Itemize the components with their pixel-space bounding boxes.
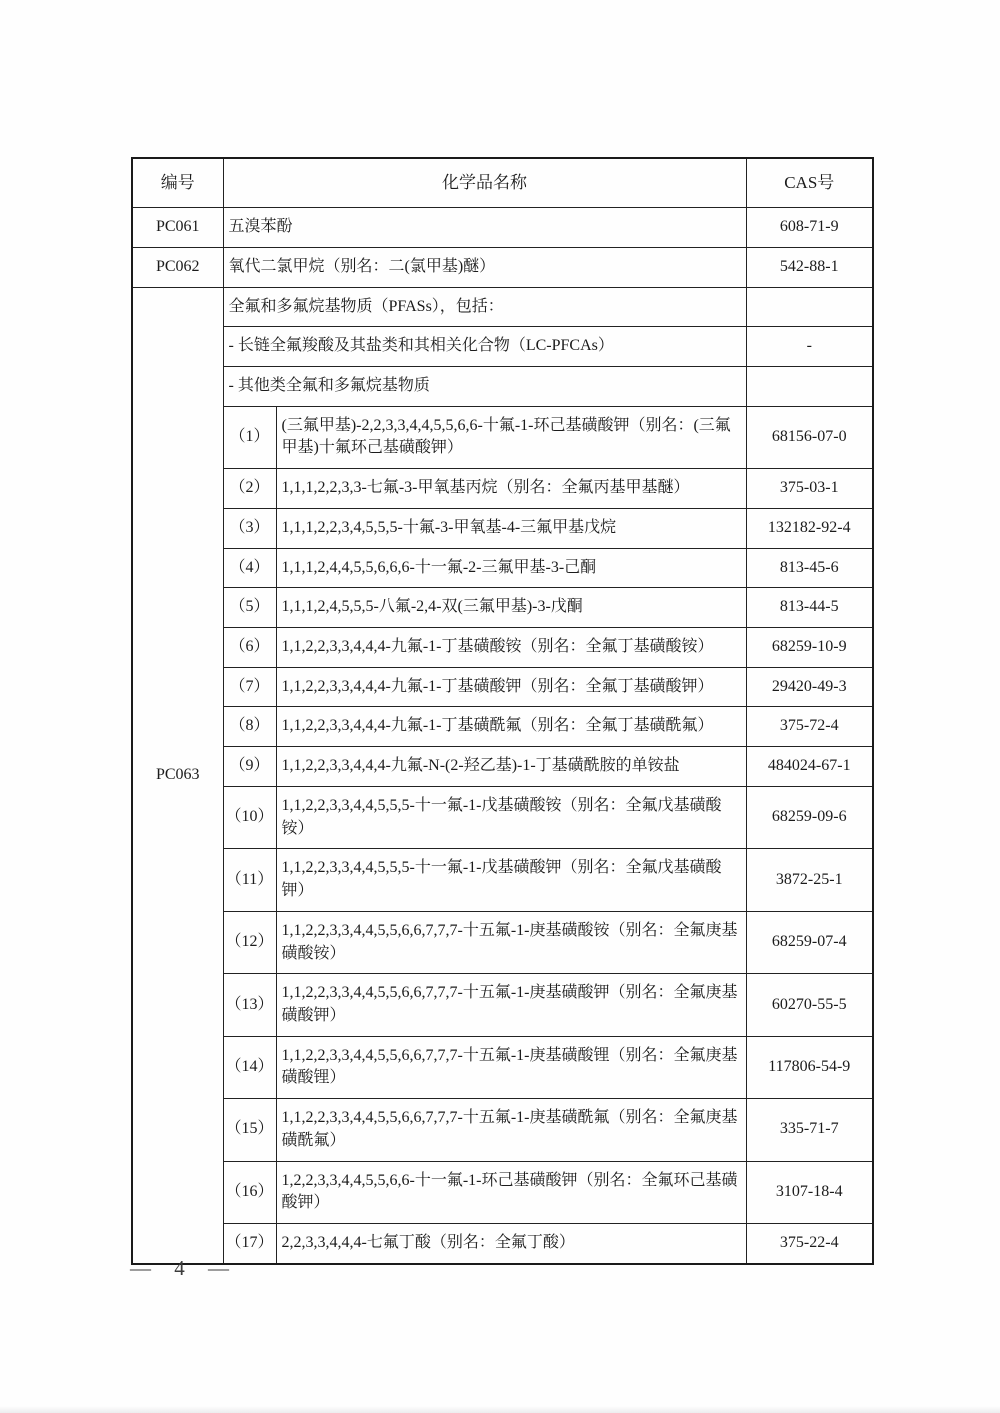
cas-cell: 335-71-7 — [746, 1099, 873, 1161]
cas-cell: 484024-67-1 — [746, 747, 873, 787]
chemical-name-cell: 五溴苯酚 — [223, 208, 746, 248]
table-row — [132, 1099, 873, 1161]
cas-cell: - — [746, 327, 873, 367]
item-number-cell: （3） — [223, 508, 276, 548]
cas-cell: 3872-25-1 — [746, 849, 873, 911]
chemical-name-cell: 氧代二氯甲烷（别名：二(氯甲基)醚） — [223, 247, 746, 287]
cas-cell: 68259-07-4 — [746, 911, 873, 973]
header-cell-number: 编号 — [132, 158, 223, 208]
table-row — [132, 747, 873, 787]
chemical-name-cell: 1,1,2,2,3,3,4,4,5,5,5-十一氟-1-戊基磺酸铵（别名：全氟戊基磺酸铵） — [276, 786, 746, 848]
chemical-name-cell: 1,1,2,2,3,3,4,4,4-九氟-1-丁基磺酰氟（别名：全氟丁基磺酰氟） — [276, 707, 746, 747]
item-number-cell: （7） — [223, 667, 276, 707]
table-row — [132, 786, 873, 848]
chemical-name-cell: (三氟甲基)-2,2,3,3,4,4,5,5,6,6-十氟-1-环己基磺酸钾（别名：(三氟甲基)十氟环己基磺酸钾） — [276, 406, 746, 468]
table-row — [132, 974, 873, 1036]
item-number-cell: （4） — [223, 548, 276, 588]
item-number-cell: （14） — [223, 1036, 276, 1098]
chemical-name-cell: 1,1,1,2,2,3,3-七氟-3-甲氧基丙烷（别名：全氟丙基甲基醚） — [276, 469, 746, 509]
cas-cell: 813-44-5 — [746, 588, 873, 628]
page-number: — 4 — — [130, 1256, 230, 1280]
table-row — [132, 548, 873, 588]
table-row — [132, 247, 873, 287]
cas-cell: 60270-55-5 — [746, 974, 873, 1036]
chemical-name-cell: 1,1,1,2,4,5,5,5-八氟-2,4-双(三氟甲基)-3-戊酮 — [276, 588, 746, 628]
chemical-name-cell: 1,1,2,2,3,3,4,4,5,5,5-十一氟-1-戊基磺酸钾（别名：全氟戊基磺酸钾） — [276, 849, 746, 911]
table-row — [132, 287, 873, 327]
chemical-name-cell: 1,1,2,2,3,3,4,4,4-九氟-1-丁基磺酸铵（别名：全氟丁基磺酸铵） — [276, 628, 746, 668]
item-number-cell: （11） — [223, 849, 276, 911]
item-number-cell: （15） — [223, 1099, 276, 1161]
chemicals-table — [131, 157, 874, 1265]
item-number-cell: （9） — [223, 747, 276, 787]
chemical-name-cell: 1,1,2,2,3,3,4,4,5,5,6,6,7,7,7-十五氟-1-庚基磺酸锂（别名：全氟庚基磺酸锂） — [276, 1036, 746, 1098]
table-row — [132, 1223, 873, 1263]
cas-cell: 608-71-9 — [746, 208, 873, 248]
table-row — [132, 1036, 873, 1098]
page-bottom-edge — [0, 1406, 1000, 1413]
group-subtitle-cell: - 其他类全氟和多氟烷基物质 — [223, 367, 746, 407]
cas-cell: 68259-10-9 — [746, 628, 873, 668]
pc063-id-cell: PC063 — [132, 287, 223, 1264]
cas-cell: 375-22-4 — [746, 1223, 873, 1263]
chemical-name-cell: 1,1,2,2,3,3,4,4,4-九氟-1-丁基磺酸钾（别名：全氟丁基磺酸钾） — [276, 667, 746, 707]
chemical-name-cell: 1,1,1,2,4,4,5,5,6,6,6-十一氟-2-三氟甲基-3-己酮 — [276, 548, 746, 588]
item-number-cell: （2） — [223, 469, 276, 509]
cas-cell: 375-03-1 — [746, 469, 873, 509]
table-row — [132, 469, 873, 509]
cas-cell: 813-45-6 — [746, 548, 873, 588]
chemical-name-cell: 2,2,3,3,4,4,4-七氟丁酸（别名：全氟丁酸） — [276, 1223, 746, 1263]
item-number-cell: （17） — [223, 1223, 276, 1263]
row-id-cell: PC061 — [132, 208, 223, 248]
cas-cell: 375-72-4 — [746, 707, 873, 747]
row-id-cell: PC062 — [132, 247, 223, 287]
group-subtitle-cell: - 长链全氟羧酸及其盐类和其相关化合物（LC-PFCAs） — [223, 327, 746, 367]
cas-cell: 29420-49-3 — [746, 667, 873, 707]
header-cell-name: 化学品名称 — [223, 158, 746, 208]
cas-cell: 132182-92-4 — [746, 508, 873, 548]
cas-cell: 117806-54-9 — [746, 1036, 873, 1098]
table-row — [132, 208, 873, 248]
cas-cell: 3107-18-4 — [746, 1161, 873, 1223]
table-row — [132, 707, 873, 747]
group-title-cell: 全氟和多氟烷基物质（PFASs），包括： — [223, 287, 746, 327]
item-number-cell: （12） — [223, 911, 276, 973]
header-cell-cas: CAS号 — [746, 158, 873, 208]
cas-cell: 542-88-1 — [746, 247, 873, 287]
item-number-cell: （5） — [223, 588, 276, 628]
cas-cell: 68259-09-6 — [746, 786, 873, 848]
chemical-name-cell: 1,2,2,3,3,4,4,5,5,6,6-十一氟-1-环己基磺酸钾（别名：全氟环己基磺酸钾） — [276, 1161, 746, 1223]
chemical-name-cell: 1,1,2,2,3,3,4,4,5,5,6,6,7,7,7-十五氟-1-庚基磺酸铵（别名：全氟庚基磺酸铵） — [276, 911, 746, 973]
chemical-name-cell: 1,1,2,2,3,3,4,4,5,5,6,6,7,7,7-十五氟-1-庚基磺酰氟（别名：全氟庚基磺酰氟） — [276, 1099, 746, 1161]
item-number-cell: （16） — [223, 1161, 276, 1223]
item-number-cell: （8） — [223, 707, 276, 747]
cas-cell — [746, 287, 873, 327]
chemical-name-cell: 1,1,2,2,3,3,4,4,4-九氟-N-(2-羟乙基)-1-丁基磺酰胺的单铵盐 — [276, 747, 746, 787]
chemical-name-cell: 1,1,2,2,3,3,4,4,5,5,6,6,7,7,7-十五氟-1-庚基磺酸钾（别名：全氟庚基磺酸钾） — [276, 974, 746, 1036]
chemical-name-cell: 1,1,1,2,2,3,4,5,5,5-十氟-3-甲氧基-4-三氟甲基戊烷 — [276, 508, 746, 548]
table-row — [132, 849, 873, 911]
table-header-row — [132, 158, 873, 208]
table-row — [132, 327, 873, 367]
table-row — [132, 1161, 873, 1223]
table-row — [132, 406, 873, 468]
cas-cell: 68156-07-0 — [746, 406, 873, 468]
table-row — [132, 667, 873, 707]
table-row — [132, 588, 873, 628]
item-number-cell: （10） — [223, 786, 276, 848]
item-number-cell: （6） — [223, 628, 276, 668]
cas-cell — [746, 367, 873, 407]
table-row — [132, 628, 873, 668]
table-row — [132, 508, 873, 548]
item-number-cell: （1） — [223, 406, 276, 468]
table-row — [132, 367, 873, 407]
table-row — [132, 911, 873, 973]
item-number-cell: （13） — [223, 974, 276, 1036]
